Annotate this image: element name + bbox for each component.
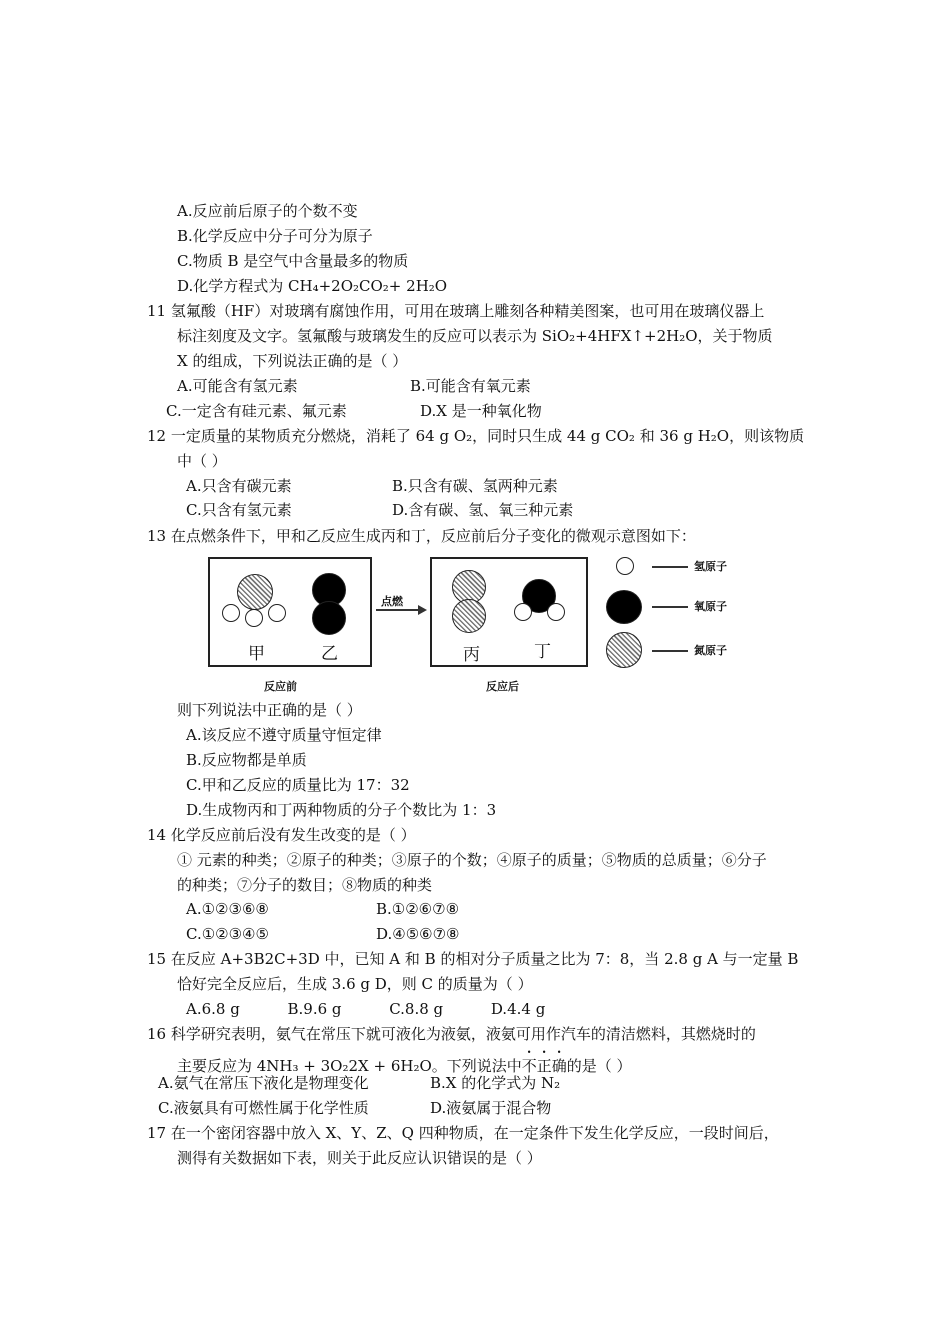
options-15: A.6.8 g B.9.6 g C.8.8 g D.4.4 g: [186, 1000, 546, 1018]
o-atom: [312, 601, 346, 635]
option-12c: C.只含有氢元素: [186, 501, 292, 519]
h-atom: [222, 604, 240, 622]
question-14-line3: 的种类；⑦分子的数目；⑧物质的种类: [177, 876, 433, 894]
question-16-line2-end: 的是（ ）: [566, 1057, 632, 1075]
question-12-line2: 中（ ）: [177, 452, 227, 470]
legend-line: [652, 606, 688, 608]
question-14-line1: 14 化学反应前后没有发生改变的是（ ）: [147, 826, 416, 844]
option-10a: A.反应前后原子的个数不变: [177, 202, 358, 220]
option-11d: D.X 是一种氧化物: [420, 402, 542, 420]
legend-n-atom: [606, 632, 642, 668]
legend-h-atom: [616, 557, 634, 575]
legend-line: [652, 566, 688, 568]
option-16d: D.液氨属于混合物: [430, 1099, 552, 1117]
legend-n-label: 氮原子: [694, 644, 727, 657]
label-jia: 甲: [248, 644, 265, 664]
option-11a: A.可能含有氢元素: [177, 377, 298, 395]
option-16b: B.X 的化学式为 N₂: [430, 1074, 561, 1092]
arrow-label: 点燃: [381, 595, 403, 608]
option-13d: D.生成物丙和丁两种物质的分子个数比为 1：3: [186, 801, 497, 819]
legend-o-label: 氧原子: [694, 600, 727, 613]
question-16-line2-start: 主要反应为 4NH₃ + 3O₂2X + 6H₂O。下列说法中: [177, 1057, 522, 1075]
option-14c: C.①②③④⑤: [186, 925, 269, 943]
option-13b: B.反应物都是单质: [186, 751, 307, 769]
h-atom: [245, 609, 263, 627]
option-14d: D.④⑤⑥⑦⑧: [376, 925, 460, 943]
question-13-line2: 则下列说法中正确的是（ ）: [177, 701, 362, 719]
question-15-line1: 15 在反应 A+3B2C+3D 中，已知 A 和 B 的相对分子质量之比为 7：8，当 2.8 g A 与一定量 B: [147, 950, 799, 968]
label-before: 反应前: [264, 680, 297, 693]
option-11c: C.一定含有硅元素、氟元素: [166, 402, 347, 420]
h-atom: [514, 603, 532, 621]
arrow: [376, 609, 420, 611]
label-yi: 乙: [321, 644, 338, 664]
legend-h-label: 氢原子: [694, 560, 727, 573]
reaction-diagram: [200, 553, 790, 693]
option-10b: B.化学反应中分子可分为原子: [177, 227, 373, 245]
question-11-line3: X 的组成，下列说法正确的是（ ）: [177, 352, 408, 370]
option-10c: C.物质 B 是空气中含量最多的物质: [177, 252, 409, 270]
question-17-line1: 17 在一个密闭容器中放入 X、Y、Z、Q 四种物质，在一定条件下发生化学反应，一段时间后，: [147, 1124, 779, 1142]
option-16a: A.氨气在常压下液化是物理变化: [158, 1074, 369, 1092]
h-atom: [268, 604, 286, 622]
emphasis-not-correct: 不正确: [521, 1057, 567, 1075]
option-12d: D.含有碳、氢、氧三种元素: [392, 501, 574, 519]
option-10d: D.化学方程式为 CH₄+2O₂CO₂+ 2H₂O: [177, 277, 448, 295]
option-16c: C.液氨具有可燃性属于化学性质: [158, 1099, 369, 1117]
n-atom: [237, 574, 273, 610]
question-15-line2: 恰好完全反应后，生成 3.6 g D，则 C 的质量为（ ）: [177, 975, 533, 993]
label-ding: 丁: [534, 642, 551, 662]
legend-line: [652, 650, 688, 652]
question-13-line1: 13 在点燃条件下，甲和乙反应生成丙和丁，反应前后分子变化的微观示意图如下：: [147, 527, 696, 545]
option-11b: B.可能含有氧元素: [410, 377, 531, 395]
option-14b: B.①②⑥⑦⑧: [376, 900, 460, 918]
question-11-line1: 11 氢氟酸（HF）对玻璃有腐蚀作用，可用在玻璃上雕刻各种精美图案，也可用在玻璃仪器上: [147, 302, 765, 320]
h-atom: [547, 603, 565, 621]
legend-o-atom: [606, 590, 642, 624]
question-12-line1: 12 一定质量的某物质充分燃烧，消耗了 64 g O₂，同时只生成 44 g CO₂ 和 36 g H₂O，则该物质: [147, 427, 805, 445]
label-bing: 丙: [463, 645, 480, 665]
label-after: 反应后: [486, 680, 519, 693]
question-11-line2: 标注刻度及文字。氢氟酸与玻璃发生的反应可以表示为 SiO₂+4HFX↑+2H₂O，关于物质: [177, 327, 773, 345]
arrow-head: [418, 605, 427, 615]
question-16-line1: 16 科学研究表明，氨气在常压下就可液化为液氨，液氨可用作汽车的清洁燃料，其燃烧时的: [147, 1025, 756, 1043]
option-12a: A.只含有碳元素: [186, 477, 292, 495]
question-16-line2: [177, 1048, 632, 1076]
option-13a: A.该反应不遵守质量守恒定律: [186, 726, 382, 744]
option-12b: B.只含有碳、氢两种元素: [392, 477, 558, 495]
option-13c: C.甲和乙反应的质量比为 17：32: [186, 776, 410, 794]
n-atom: [452, 599, 486, 633]
question-17-line2: 测得有关数据如下表，则关于此反应认识错误的是（ ）: [177, 1149, 542, 1167]
option-14a: A.①②③⑥⑧: [186, 900, 269, 918]
question-14-line2: ① 元素的种类；②原子的种类；③原子的个数；④原子的质量；⑤物质的总质量；⑥分子: [177, 851, 767, 869]
